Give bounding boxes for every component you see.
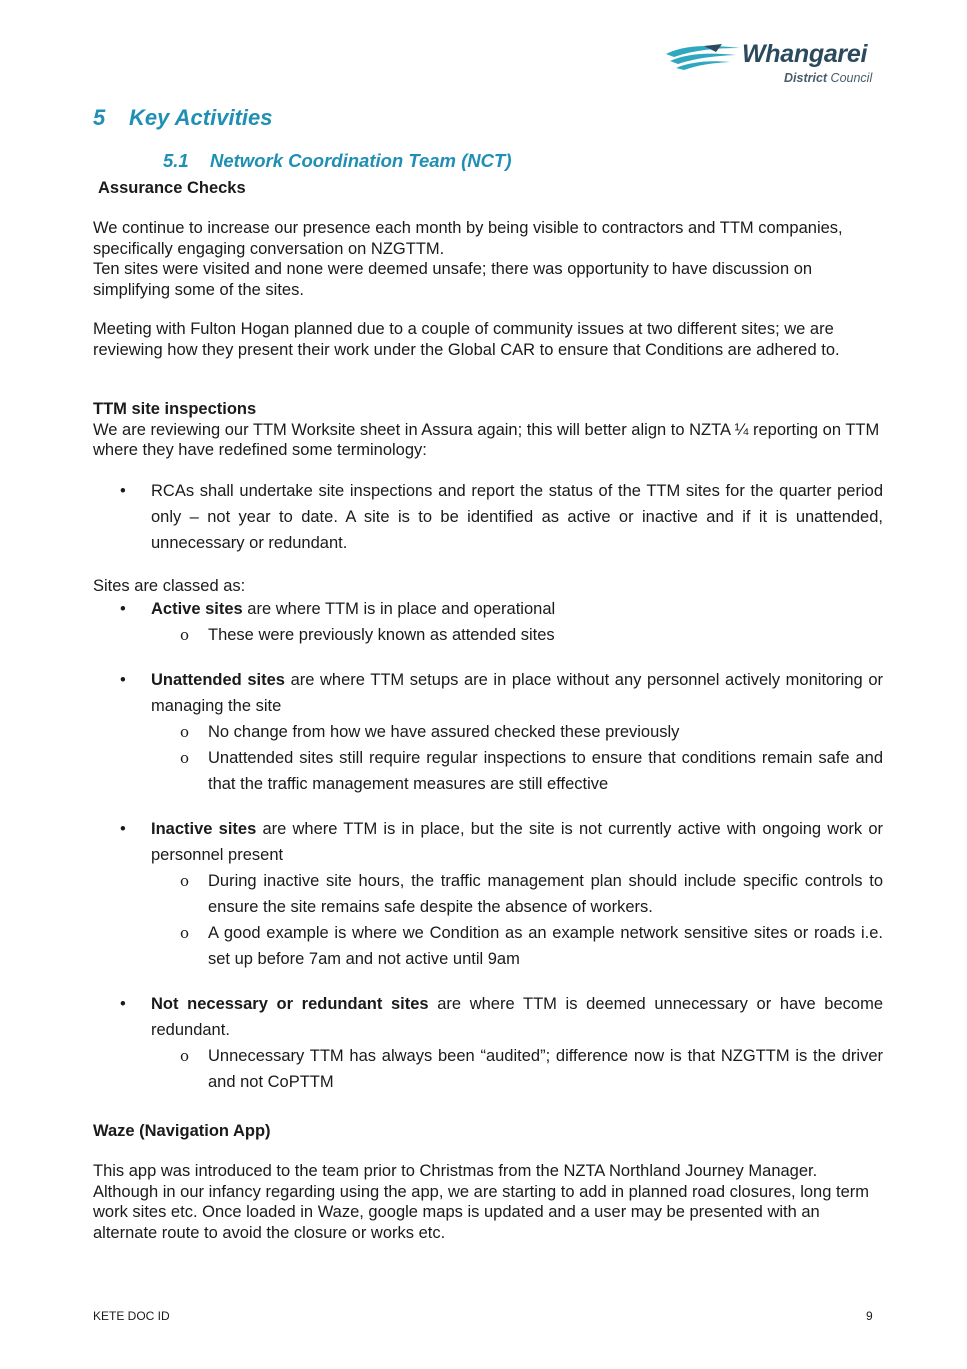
sites-list [93, 596, 883, 1095]
site-description: are where TTM setups are in place without any personnel actively monitoring or managing the site [151, 671, 883, 715]
sub-bullet-icon: o [180, 723, 190, 741]
wave-icon [664, 42, 742, 74]
site-term: Not necessary or redundant sites [151, 995, 429, 1013]
footer-doc-id: KETE DOC ID [93, 1309, 170, 1323]
sub-bullet-icon: o [180, 872, 190, 890]
section-heading [93, 105, 272, 131]
section-number: 5 [93, 105, 106, 130]
bullet-icon: • [120, 995, 126, 1013]
site-description: are where TTM is in place and operational [242, 600, 556, 618]
sites-intro: Sites are classed as: [93, 577, 246, 595]
site-term: Inactive sites [151, 820, 257, 838]
ttm-inspections-heading: TTM site inspections [93, 400, 257, 418]
sub-bullet-icon: o [180, 749, 190, 767]
list-item [93, 478, 883, 556]
ttm-bullet-text: RCAs shall undertake site inspections and report the status of the TTM sites for the quarter period only – not year to date. A site is to be identified as active or inactive and if it is unattended, unnecessary or redundant. [151, 482, 883, 552]
sub-item-text: Unnecessary TTM has always been “audited”; difference now is that NZGTTM is the driver and not CoPTTM [208, 1047, 883, 1091]
list-item [93, 991, 883, 1043]
assurance-paragraph [93, 218, 883, 300]
logo-name: Whangarei [742, 40, 868, 68]
sub-list-item [93, 920, 883, 972]
list-item [93, 596, 883, 622]
subsection-title: Network Coordination Team (NCT) [210, 150, 512, 171]
waze-paragraph: This app was introduced to the team prior to Christmas from the NZTA Northland Journey Manager. Although in our infancy regarding using the app, we are starting to add in planned road closures, long term work sites etc. Once loaded in Waze, google maps is updated and a user may be presented with an alternate route to avoid the closure or works etc. [93, 1162, 869, 1242]
section-title: Key Activities [129, 105, 273, 130]
logo-subtitle [784, 71, 872, 85]
assurance-checks-heading: Assurance Checks [98, 179, 246, 197]
assurance-para-2: Ten sites were visited and none were deemed unsafe; there was opportunity to have discussion on simplifying some of the sites. [93, 260, 813, 299]
ttm-inspections-block [93, 399, 883, 461]
site-description: are where TTM is deemed unnecessary or have become redundant. [151, 995, 883, 1039]
list-item [93, 816, 883, 868]
waze-heading: Waze (Navigation App) [93, 1122, 271, 1140]
sub-list-item [93, 868, 883, 920]
sub-item-text: No change from how we have assured checked these previously [208, 723, 680, 741]
page-number: 9 [866, 1309, 873, 1323]
whangarei-district-council-logo [664, 40, 884, 94]
site-description: are where TTM is in place, but the site is not currently active with ongoing work or personnel present [151, 820, 883, 864]
sub-item-text: During inactive site hours, the traffic management plan should include specific controls to ensure the site remains safe despite the absence of workers. [208, 872, 883, 916]
sub-list-item [93, 622, 883, 648]
ttm-inspections-intro: We are reviewing our TTM Worksite sheet in Assura again; this will better align to NZTA ¼ reporting on TTM where they have redefined some terminology: [93, 420, 880, 460]
assurance-para-1: We continue to increase our presence each month by being visible to contractors and TTM companies, specifically engaging conversation on NZGTTM. [93, 219, 843, 258]
sub-item-text: A good example is where we Condition as an example network sensitive sites or roads i.e. set up before 7am and not active until 9am [208, 924, 883, 968]
bullet-icon: • [120, 600, 126, 618]
fulton-hogan-paragraph: Meeting with Fulton Hogan planned due to a couple of community issues at two different sites; we are reviewing how they present their work under the Global CAR to ensure that Conditions are adhered to. [93, 320, 840, 359]
sub-bullet-icon: o [180, 924, 190, 942]
site-term: Unattended sites [151, 671, 285, 689]
sub-item-text: These were previously known as attended sites [208, 626, 555, 644]
sub-list-item [93, 745, 883, 797]
logo-sub-rest: Council [827, 71, 873, 85]
bullet-icon: • [120, 671, 126, 689]
subsection-number: 5.1 [163, 150, 189, 171]
sub-list-item [93, 1043, 883, 1095]
sub-bullet-icon: o [180, 1047, 190, 1065]
subsection-heading [163, 150, 511, 172]
bullet-icon: • [120, 482, 126, 500]
sub-item-text: Unattended sites still require regular inspections to ensure that conditions remain safe and that the traffic management measures are still effective [208, 749, 883, 793]
site-term: Active sites [151, 600, 243, 618]
sub-bullet-icon: o [180, 626, 190, 644]
sub-list-item [93, 719, 883, 745]
logo-sub-bold: District [784, 71, 828, 85]
ttm-bullet-list [93, 478, 883, 556]
bullet-icon: • [120, 820, 126, 838]
list-item [93, 667, 883, 719]
